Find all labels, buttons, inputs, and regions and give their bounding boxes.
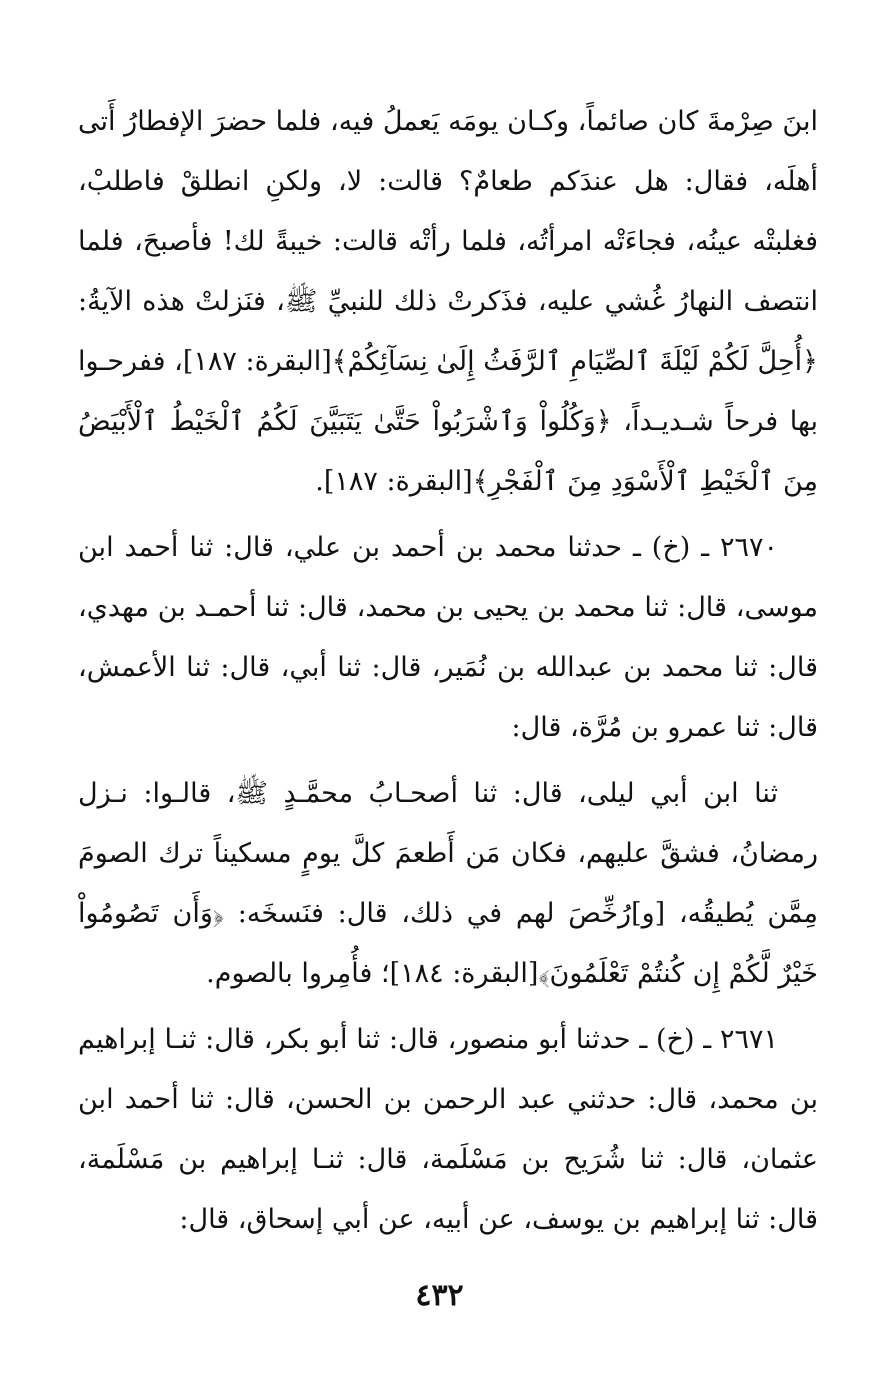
page-body: [78, 92, 818, 1256]
paragraph-hadith-2671: ٢٦٧١ ـ (خ) ـ حدثنا أبو منصور، قال: ثنا أبو بكر، قال: ثنـا إبراهيم بن محمد، قال: حدثني عبد الرحمن بن الحسن، قال: ثنا أحمد ابن عثمان، قال: ثنا شُرَيح بن مَسْلَمة، قال: ثنـا إبراهيم بن مَسْلَمة، قال: ثنا إبراهيم بن يوسف، عن أبيه، عن أبي إسحاق، قال:: [78, 1024, 818, 1235]
paragraph-intro-narration: ابنَ صِرْمةَ كان صائماً، وكـان يومَه يَعملُ فيه، فلما حضرَ الإفطارُ أَتى أهلَه، فقال: هل عندَكم طعامٌ؟ قالت: لا، ولكنِ انطلقْ فاطلبْ، فغلبتْه عينُه، فجاءَتْه امرأتُه، فلما رأتْه قالت: خيبةً لك! فأصبحَ، فلما انتصف النهارُ غُشي عليه، فذَكرتْ ذلك للنبيِّ ﷺ، فنَزلتْ هذه الآيةُ: ﴿أُحِلَّ لَكُمْ لَيْلَةَ ٱلصِّيَامِ ٱلرَّفَثُ إِلَىٰ نِسَآئِكُمْ﴾[البقرة: ١٨٧]، ففرحـوا بها فرحاً شـديـداً، ﴿وَكُلُواْ وَٱشْرَبُواْ حَتَّىٰ يَتَبَيَّنَ لَكُمُ ٱلْخَيْطُ ٱلْأَبْيَضُ مِنَ ٱلْخَيْطِ ٱلْأَسْوَدِ مِنَ ٱلْفَجْرِ﴾[البقرة: ١٨٧].: [78, 106, 818, 497]
page-number: ٤٣٢: [415, 1278, 464, 1313]
paragraph-hadith-2670-matn: ثنا ابن أبي ليلى، قال: ثنا أصحـابُ محمَّـدٍ ﷺ، قالـوا: نـزل رمضانُ، فشقَّ عليهم، فكان مَن أَطعمَ كلَّ يومٍ مسكيناً ترك الصومَ مِمَّن يُطيقُه، [و]رُخِّصَ لهم في ذلك، قال: فنَسخَه: ﴿وَأَن تَصُومُواْ خَيْرٌ لَّكُمْ إِن كُنتُمْ تَعْلَمُونَ﴾[البقرة: ١٨٤]؛ فأُمِروا بالصوم.: [78, 778, 818, 989]
paragraph-hadith-2670: ٢٦٧٠ ـ (خ) ـ حدثنا محمد بن أحمد بن علي، قال: ثنا أحمد ابن موسى، قال: ثنا محمد بن يحيى بن محمد، قال: ثنا أحمـد بن مهدي، قال: ثنا محمد بن عبدالله بن نُمَير، قال: ثنا أبي، قال: ثنا الأعمش، قال: ثنا عمرو بن مُرَّة، قال:: [78, 532, 818, 743]
